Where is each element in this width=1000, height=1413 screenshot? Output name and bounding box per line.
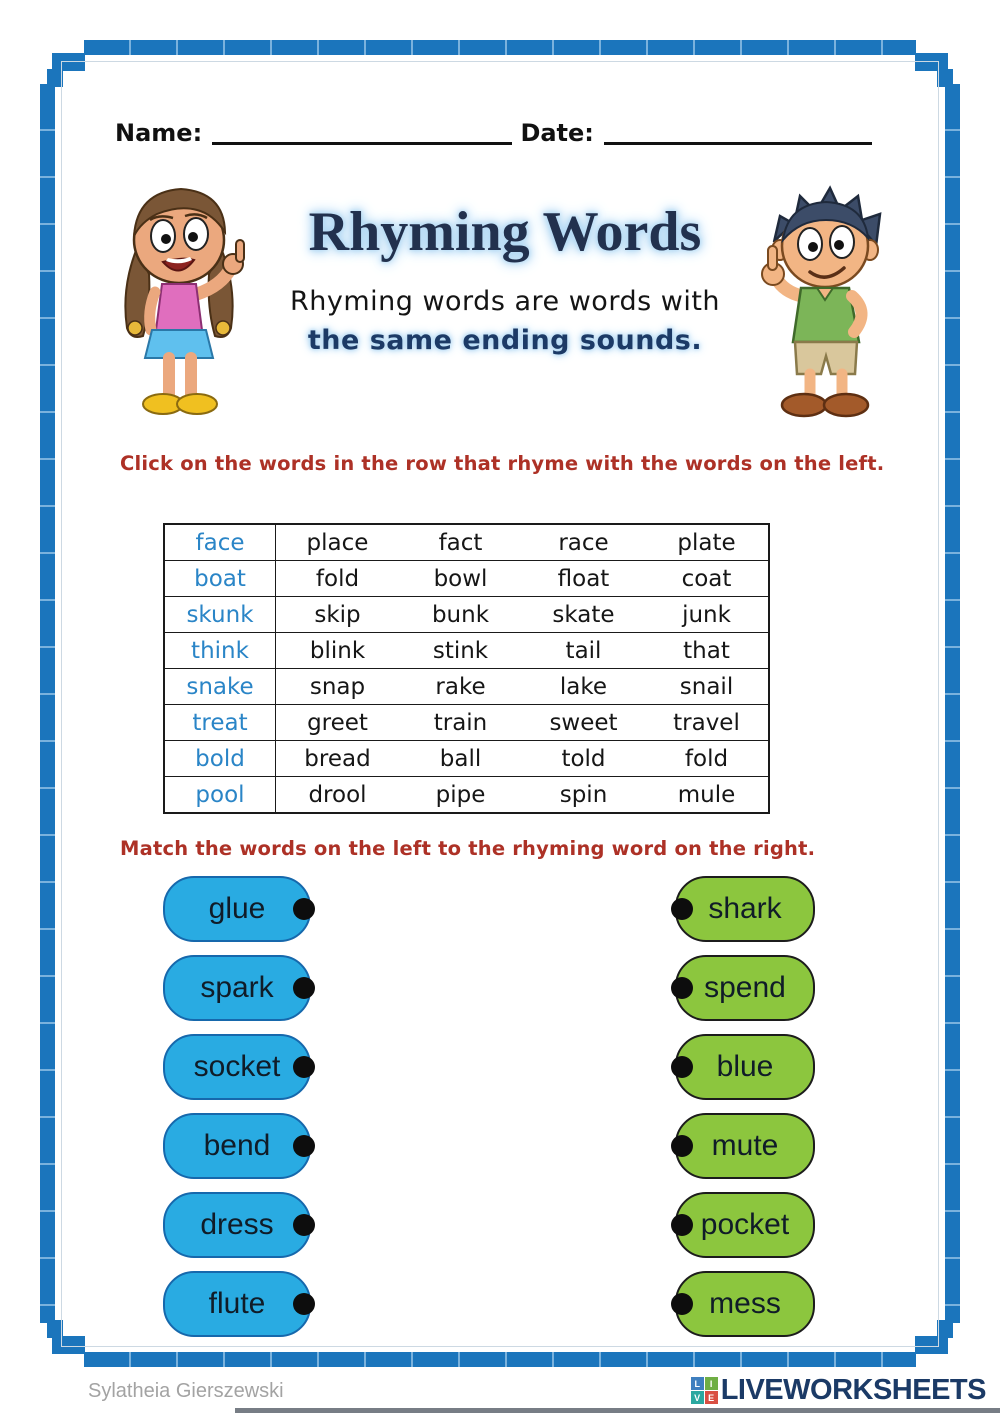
rhyme-option[interactable]: fold — [276, 561, 400, 597]
name-label: Name: — [115, 119, 203, 147]
rhyme-option[interactable]: tail — [522, 633, 645, 669]
match-left-pill-flute[interactable] — [163, 1271, 311, 1337]
frame-left-band — [40, 84, 55, 1323]
logo-letter: L — [691, 1377, 704, 1390]
connector-dot[interactable] — [293, 1293, 315, 1315]
frame-bottom-band — [84, 1352, 916, 1367]
header — [170, 203, 840, 356]
rhyme-key: think — [164, 633, 276, 669]
brand-name: LIVEWORKSHEETS — [720, 1374, 986, 1406]
connector-dot[interactable] — [671, 1135, 693, 1157]
liveworksheets-logo[interactable] — [691, 1374, 986, 1407]
frame-corner-step — [47, 1320, 63, 1338]
match-right-pill-shark[interactable] — [675, 876, 815, 942]
connector-dot[interactable] — [293, 898, 315, 920]
match-right-pill-mess[interactable] — [675, 1271, 815, 1337]
connector-dot[interactable] — [671, 977, 693, 999]
match-right-pill-spend[interactable] — [675, 955, 815, 1021]
frame-top-band — [84, 40, 916, 55]
match-right-pill-mute[interactable] — [675, 1113, 815, 1179]
rhyme-option[interactable]: bunk — [399, 597, 522, 633]
rhyme-option[interactable]: snail — [645, 669, 769, 705]
logo-letter: I — [705, 1377, 718, 1390]
pill-label: spark — [200, 971, 274, 1004]
instruction-click-rhymes: Click on the words in the row that rhyme with the words on the left. — [120, 452, 885, 475]
rhyme-option[interactable]: told — [522, 741, 645, 777]
page-title: Rhyming Words — [308, 201, 702, 263]
logo-letter: E — [705, 1391, 718, 1404]
connector-dot[interactable] — [671, 898, 693, 920]
rhyme-option[interactable]: fact — [438, 529, 483, 556]
rhyme-option[interactable]: place — [306, 529, 369, 556]
pill-label: shark — [708, 892, 782, 925]
name-input-line[interactable] — [212, 118, 512, 145]
table-row — [164, 633, 769, 669]
rhyme-option[interactable]: travel — [645, 705, 769, 741]
liveworksheets-grid-icon — [691, 1377, 718, 1404]
rhyme-option[interactable]: lake — [522, 669, 645, 705]
rhyme-option[interactable]: bowl — [399, 561, 522, 597]
table-row — [164, 597, 769, 633]
match-right-pill-pocket[interactable] — [675, 1192, 815, 1258]
connector-dot[interactable] — [293, 1214, 315, 1236]
table-row — [164, 777, 769, 814]
connector-dot[interactable] — [293, 1135, 315, 1157]
rhyme-key: skunk — [164, 597, 276, 633]
rhyme-option[interactable]: train — [399, 705, 522, 741]
pill-label: glue — [208, 892, 266, 925]
pill-label: dress — [200, 1208, 274, 1241]
rhyme-option[interactable]: drool — [276, 777, 400, 814]
rhyme-option[interactable]: snap — [276, 669, 400, 705]
rhyme-option[interactable]: spin — [522, 777, 645, 814]
frame-corner-step — [915, 1336, 948, 1354]
rhyme-key: boat — [164, 561, 276, 597]
match-left-pill-spark[interactable] — [163, 955, 311, 1021]
rhyme-option[interactable]: pipe — [399, 777, 522, 814]
rhyme-option[interactable]: mule — [645, 777, 769, 814]
match-right-column — [675, 876, 815, 1350]
frame-corner-step — [47, 69, 63, 87]
connector-dot[interactable] — [671, 1214, 693, 1236]
frame-corner-step — [937, 69, 953, 87]
instruction-match-words: Match the words on the left to the rhyming word on the right. — [120, 837, 816, 860]
pill-label: bend — [203, 1129, 271, 1162]
pill-label: pocket — [700, 1208, 790, 1241]
match-left-column — [163, 876, 311, 1350]
table-row — [164, 524, 769, 561]
logo-letter: V — [691, 1391, 704, 1404]
pill-label: flute — [208, 1287, 266, 1320]
connector-dot[interactable] — [671, 1293, 693, 1315]
rhyme-key: snake — [164, 669, 276, 705]
match-right-pill-blue[interactable] — [675, 1034, 815, 1100]
rhyme-option[interactable]: junk — [645, 597, 769, 633]
rhyme-key: pool — [164, 777, 276, 814]
rhyme-option[interactable]: coat — [645, 561, 769, 597]
table-row — [164, 705, 769, 741]
rhyme-key: face — [164, 524, 276, 561]
rhyme-option[interactable]: fold — [645, 741, 769, 777]
author-credit: Sylatheia Gierszewski — [88, 1380, 284, 1402]
rhyme-option[interactable]: ball — [399, 741, 522, 777]
name-date-row — [115, 118, 872, 149]
rhyme-option[interactable]: float — [522, 561, 645, 597]
frame-right-band — [945, 84, 960, 1323]
table-row — [164, 669, 769, 705]
rhyme-option[interactable]: rake — [399, 669, 522, 705]
frame-corner-step — [52, 1336, 85, 1354]
match-left-pill-glue[interactable] — [163, 876, 311, 942]
match-left-pill-socket[interactable] — [163, 1034, 311, 1100]
pill-label: socket — [193, 1050, 281, 1083]
rhyme-option[interactable]: bread — [276, 741, 400, 777]
pill-label: spend — [704, 971, 786, 1004]
rhyme-option[interactable]: skip — [276, 597, 400, 633]
rhyme-option[interactable]: greet — [276, 705, 400, 741]
subtitle-line2: the same ending sounds. — [307, 324, 703, 356]
subtitle-line1: Rhyming words are words with — [289, 285, 721, 317]
rhyme-option[interactable]: plate — [677, 529, 736, 556]
rhyme-option[interactable]: race — [558, 529, 609, 556]
pill-label: blue — [716, 1050, 774, 1083]
rhyme-option[interactable]: skate — [522, 597, 645, 633]
connector-dot[interactable] — [293, 977, 315, 999]
table-row — [164, 561, 769, 597]
match-left-pill-bend[interactable] — [163, 1113, 311, 1179]
rhyme-option[interactable]: stink — [399, 633, 522, 669]
connector-dot[interactable] — [671, 1056, 693, 1078]
pill-label: mess — [709, 1287, 781, 1320]
date-input-line[interactable] — [604, 118, 872, 145]
match-left-pill-dress[interactable] — [163, 1192, 311, 1258]
date-label: Date: — [520, 119, 594, 147]
rhyme-key: treat — [164, 705, 276, 741]
connector-dot[interactable] — [293, 1056, 315, 1078]
rhyme-option[interactable]: sweet — [522, 705, 645, 741]
rhyme-option[interactable]: blink — [276, 633, 400, 669]
rhyme-key: bold — [164, 741, 276, 777]
rhyme-option[interactable]: that — [645, 633, 769, 669]
table-row — [164, 741, 769, 777]
scan-edge-shadow — [235, 1408, 1000, 1413]
pill-label: mute — [711, 1129, 779, 1162]
rhyme-table — [163, 523, 770, 814]
frame-corner-step — [937, 1320, 953, 1338]
